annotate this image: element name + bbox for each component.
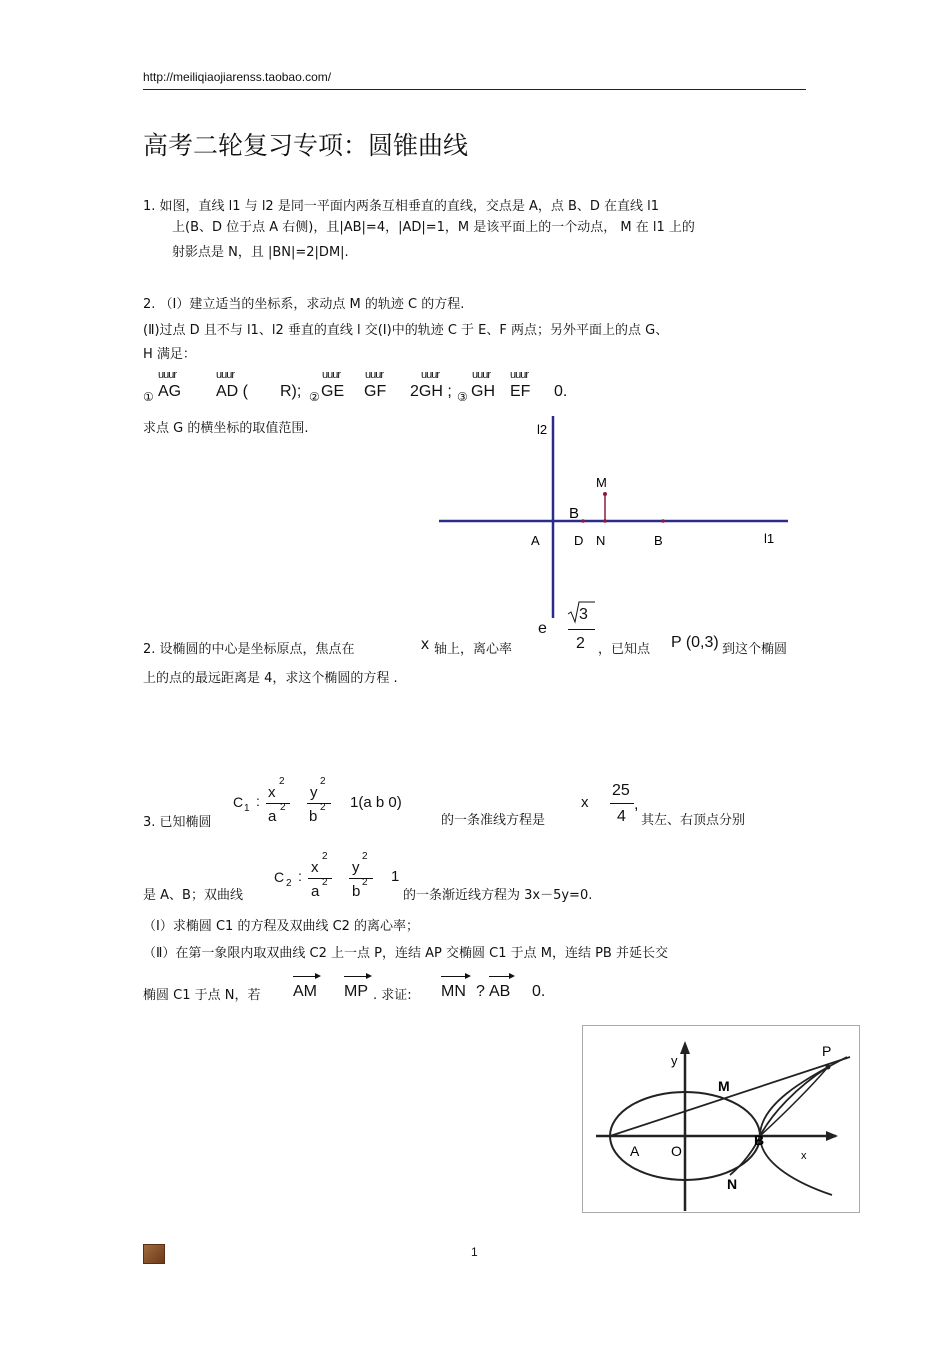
q2-mid: 轴上，离心率 [434,642,513,657]
vec-EF: EF [510,383,531,400]
q3-x2-exp: 2 [322,851,328,862]
page-number: 1 [471,1245,478,1259]
q3-y-exp: 2 [320,776,326,787]
q1-ask: 求点 G 的横坐标的取值范围. [143,421,309,436]
fraction-bar [308,878,332,879]
vec-mark: uuur [421,369,440,381]
label-M: M [596,475,607,490]
label-A: A [630,1143,640,1159]
vec-MP: MP [344,983,368,1000]
vec-mark: uuur [216,369,235,381]
label-O: O [671,1143,682,1159]
q2-post2: 到这个椭圆 [722,642,788,657]
q3-x: x [268,784,276,801]
vec-mark: uuur [158,369,177,381]
q2-post: ，已知点 [598,642,651,657]
q3-rhs1: 1(a b 0) [350,794,402,811]
q3-b2: b [352,883,361,900]
q2-den: 2 [576,635,585,652]
q1-line2: 上(B、D 位于点 A 右侧)，且|AB|=4，|AD|=1，M 是该平面上的一个动点， M 在 l1 上的 [172,220,695,235]
vector-arrow [441,976,469,977]
label-P: P [822,1043,832,1059]
q3-b-exp: 2 [320,802,326,813]
fraction-bar [266,803,290,804]
point-D [581,519,585,523]
vec-AG: AG [158,383,182,400]
q3-y: y [310,784,318,801]
label-B: B [654,533,663,548]
vec-GE: GE [321,383,345,400]
q3-x-exp: 2 [279,776,285,787]
q2-e: e [538,620,547,637]
q3-comma: , [634,796,639,813]
point-M [603,492,607,496]
q1-part1: 2. （Ⅰ）建立适当的坐标系，求动点 M 的轨迹 C 的方程. [143,297,465,312]
vec-GF: GF [364,383,387,400]
q3-C1: C [233,794,244,810]
vector-arrow [489,976,513,977]
q3-C1-sub: 1 [244,803,250,814]
q3-b2-exp: 2 [362,877,368,888]
label-B-upper: B [569,505,580,522]
label-l1: l1 [764,531,775,546]
q3-part-iii-pre: 椭圆 C1 于点 N，若 [143,988,261,1003]
cond-zero: 0. [554,383,568,400]
fraction-bar [307,803,331,804]
q1-line3: 射影点是 N，且 |BN|=2|DM|. [172,245,349,260]
cond-1-marker: ① [143,390,154,404]
vec-mark: uuur [322,369,341,381]
vec-GH: GH [471,383,495,400]
q3-num25: 25 [612,782,630,799]
vec-AB: AB [489,983,511,1000]
cond-3-marker: ③ [457,390,468,404]
q3-colon: : [256,793,260,809]
vec-mark: uuur [365,369,384,381]
vec-mark: uuur [510,369,529,381]
q3-a-exp: 2 [280,802,286,813]
q3-x-eq: x [581,794,589,811]
point-P [826,1065,831,1070]
q3-C2: C [274,869,285,885]
q3-C2-sub: 2 [286,878,292,889]
q3-one: 1 [391,868,400,885]
label-x: x [801,1150,807,1162]
figure-perpendicular-lines [430,412,800,642]
fraction-bar [568,629,595,630]
q3-directrix: 的一条准线方程是 [441,813,546,828]
logo [143,1244,165,1264]
q3-part-i: （Ⅰ）求椭圆 C1 的方程及双曲线 C2 的离心率； [143,919,420,934]
vector-arrow [344,976,370,977]
cond-2-marker: ② [309,390,320,404]
q2-line2: 上的点的最远距离是 4，求这个椭圆的方程 . [143,671,398,686]
q3-den4: 4 [617,808,626,825]
q3-zero: 0. [532,983,546,1000]
header-url[interactable]: http://meiliqiaojiarenss.taobao.com/ [143,70,332,84]
point-N [603,519,607,523]
q2-sqrt3: 3 [579,606,588,623]
q2-P: P (0,3) [671,634,719,651]
q3-asym: 的一条渐近线方程为 3x－5y=0. [403,888,593,903]
q3-a: a [268,808,277,825]
q3-y2-exp: 2 [362,851,368,862]
label-D: D [574,533,584,548]
q1-part2b: H 满足： [143,347,196,362]
label-y: y [671,1053,678,1068]
dot-product-symbol: ? [476,983,485,1000]
q3-line2pre: 是 A、B；双曲线 [143,888,243,903]
q1-part2a: (Ⅱ)过点 D 且不与 l1、l2 垂直的直线 l 交(Ⅰ)中的轨迹 C 于 E、F 两点；另外平面上的点 G、 [143,323,669,338]
fraction-bar [610,803,634,804]
q3-y2: y [352,859,360,876]
label-A: A [531,533,540,548]
fraction-bar [349,878,373,879]
vec-mark: uuur [472,369,491,381]
q3-vertices: 其左、右顶点分别 [641,813,746,828]
q3-b: b [309,808,318,825]
q3-colon2: : [298,868,302,884]
q2-x: x [421,636,429,653]
vec-MN: MN [441,983,466,1000]
label-N: N [596,533,606,548]
label-N: N [727,1176,738,1192]
q1-line1: 1. 如图，直线 l1 与 l2 是同一平面内两条互相垂直的直线，交点是 A，点 B、D 在直线 l1 [143,199,660,214]
page-title: 高考二轮复习专项：圆锥曲线 [143,131,469,160]
q2-pre: 2. 设椭圆的中心是坐标原点，焦点在 [143,642,355,657]
label-M: M [718,1078,730,1094]
point-B [661,519,665,523]
figure-ellipse-hyperbola [582,1025,862,1213]
vec-2GH: 2GH ; [410,383,452,400]
q3-a2: a [311,883,320,900]
lambda-R: R); [280,383,302,400]
q3-a2-exp: 2 [322,877,328,888]
label-B: B [754,1132,765,1148]
q3-pre: 3. 已知椭圆 [143,815,212,830]
vector-arrow [293,976,319,977]
vec-AM: AM [293,983,317,1000]
header-rule [143,89,806,90]
q3-prove: . 求证: [373,988,412,1003]
vec-AD: AD ( [216,383,248,400]
q3-x2: x [311,859,319,876]
q3-part-ii: （Ⅱ）在第一象限内取双曲线 C2 上一点 P，连结 AP 交椭圆 C1 于点 M，连结 PB 并延长交 [143,946,668,961]
label-l2: l2 [537,422,548,437]
